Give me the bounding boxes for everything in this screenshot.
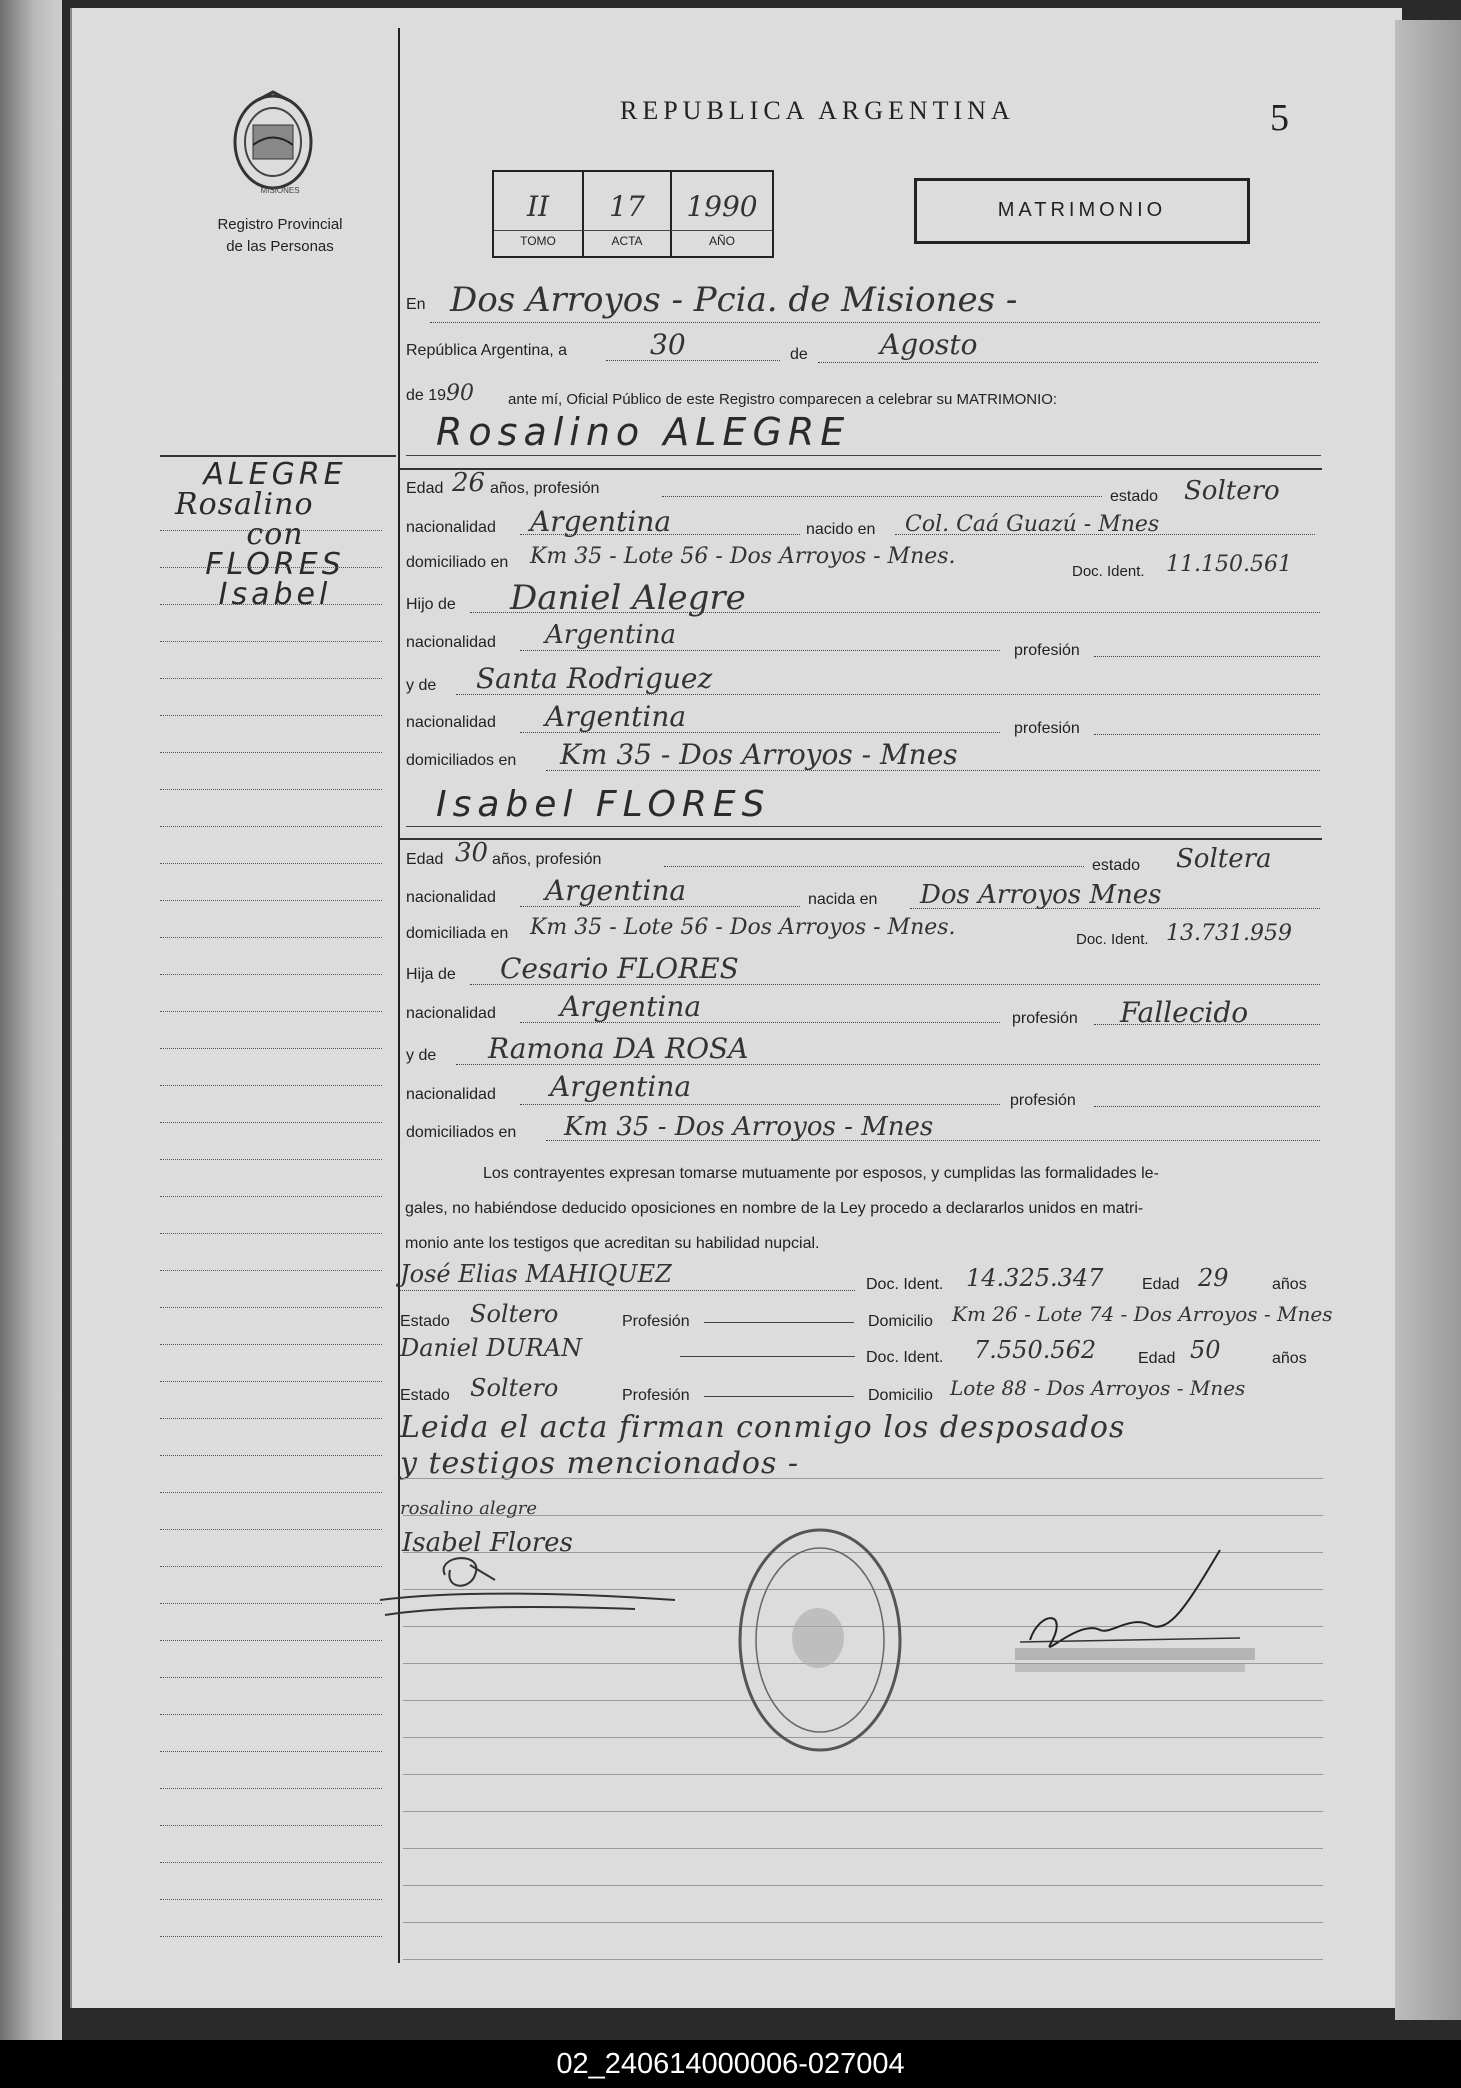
groom-mother-nac-label: nacionalidad xyxy=(406,714,496,731)
bride-nac-label: nacionalidad xyxy=(406,889,496,906)
groom-dom-label: domiciliado en xyxy=(406,554,509,571)
bride-hija-label: Hija de xyxy=(406,966,456,983)
acta-label: ACTA xyxy=(611,234,643,248)
margin-line4: FLORES xyxy=(205,547,345,582)
margin-ruled-line xyxy=(160,1418,382,1419)
witness1-anios-label: años xyxy=(1272,1276,1307,1293)
witness1-estado-value: Soltero xyxy=(470,1300,559,1328)
bride-doc-label: Doc. Ident. xyxy=(1076,931,1149,948)
margin-ruled-line xyxy=(160,567,382,568)
margin-ruled-line xyxy=(160,530,382,531)
witness2-domicilio-value: Lote 88 - Dos Arroyos - Mnes xyxy=(950,1376,1246,1400)
bride-parents-dom-value: Km 35 - Dos Arroyos - Mnes xyxy=(564,1112,934,1142)
registry-name-line1: Registro Provincial xyxy=(217,216,343,233)
de-label: de xyxy=(790,346,808,363)
body-ruled-line xyxy=(403,1885,1323,1886)
seal-text: MISIONES xyxy=(260,186,300,195)
margin-ruled-line xyxy=(160,1751,382,1752)
margin-ruled-line xyxy=(160,1603,382,1604)
closing-line2: y testigos mencionados - xyxy=(400,1446,800,1481)
margin-ruled-line xyxy=(160,1677,382,1678)
registry-seal-icon xyxy=(228,90,318,200)
margin-ruled-line xyxy=(160,715,382,716)
margin-ruled-line xyxy=(160,1825,382,1826)
declaration-line1: Los contrayentes expresan tomarse mutuamente por esposos, y cumplidas las formalidades le- xyxy=(483,1165,1159,1182)
book-edge xyxy=(1395,20,1461,2020)
witness1-doc-label: Doc. Ident. xyxy=(866,1276,944,1293)
groom-mother-nac-value: Argentina xyxy=(545,700,687,733)
body-ruled-line xyxy=(403,1922,1323,1923)
groom-profesion-label: años, profesión xyxy=(490,480,600,497)
declaration-paragraph xyxy=(405,1156,1320,1261)
declaration-line3: monio ante los testigos que acreditan su habilidad nupcial. xyxy=(405,1235,820,1252)
signature-bride: Isabel Flores xyxy=(402,1528,573,1558)
margin-line5: Isabel xyxy=(218,577,332,612)
groom-hijo-label: Hijo de xyxy=(406,596,456,613)
ano-label: AÑO xyxy=(708,234,735,248)
margin-ruled-line xyxy=(160,937,382,938)
groom-edad-label: Edad xyxy=(406,480,444,497)
groom-nacido-label: nacido en xyxy=(806,521,876,538)
witness2-domicilio-label: Domicilio xyxy=(868,1387,933,1404)
day-value: 30 xyxy=(650,328,686,361)
witness2-edad-label: Edad xyxy=(1138,1350,1176,1367)
book-binding xyxy=(0,0,62,2040)
declaration-line2: gales, no habiéndose deducido oposiciones en nombre de la Ley procedo a declararlos unidos en matri- xyxy=(405,1200,1144,1217)
margin-ruled-line xyxy=(160,678,382,679)
margin-note xyxy=(175,457,375,612)
margin-separator xyxy=(398,28,400,1963)
margin-ruled-line xyxy=(160,1936,382,1937)
act-type-box xyxy=(914,178,1250,244)
witness1-edad-value: 29 xyxy=(1198,1264,1229,1292)
margin-ruled-line xyxy=(160,1640,382,1641)
groom-father-nac-value: Argentina xyxy=(545,620,676,650)
margin-ruled-line xyxy=(160,1233,382,1234)
bride-parents-dom-label: domiciliados en xyxy=(406,1124,517,1141)
bride-father-prof-value: Fallecido xyxy=(1120,996,1249,1029)
groom-parents-dom-value: Km 35 - Dos Arroyos - Mnes xyxy=(560,738,958,771)
witness1-domicilio-label: Domicilio xyxy=(868,1313,933,1330)
bride-nac-value: Argentina xyxy=(545,874,687,907)
margin-ruled-line xyxy=(160,752,382,753)
groom-doc-value: 11.150.561 xyxy=(1166,552,1292,577)
groom-father-nac-label: nacionalidad xyxy=(406,634,496,651)
groom-father-prof-label: profesión xyxy=(1014,642,1080,659)
closing-line1: Leida el acta firman conmigo los desposados xyxy=(400,1410,1126,1445)
groom-father-name: Daniel Alegre xyxy=(510,578,746,618)
signature-groom: rosalino alegre xyxy=(400,1498,537,1519)
margin-ruled-line xyxy=(160,1899,382,1900)
margin-line3: con xyxy=(246,517,304,552)
body-ruled-line xyxy=(403,1959,1323,1960)
witness-signatures-scribble xyxy=(375,1545,695,1635)
official-signature xyxy=(1010,1530,1260,1680)
image-caption: 02_240614000006-027004 xyxy=(0,2040,1461,2088)
witness1-doc-value: 14.325.347 xyxy=(966,1264,1104,1292)
margin-line2: Rosalino xyxy=(175,487,314,522)
margin-ruled-line xyxy=(160,1122,382,1123)
groom-mother-prof-label: profesión xyxy=(1014,720,1080,737)
witness1-domicilio-value: Km 26 - Lote 74 - Dos Arroyos - Mnes xyxy=(952,1302,1333,1326)
groom-doc-label: Doc. Ident. xyxy=(1072,563,1145,580)
margin-ruled-line xyxy=(160,1344,382,1345)
bride-father-nac-value: Argentina xyxy=(560,990,702,1023)
margin-line1: ALEGRE xyxy=(203,457,347,492)
acta-value: 17 xyxy=(609,190,645,223)
place-value: Dos Arroyos - Pcia. de Misiones - xyxy=(450,280,1018,320)
bride-name: Isabel FLORES xyxy=(436,784,771,825)
witness2-anios-label: años xyxy=(1272,1350,1307,1367)
groom-parents-dom-label: domiciliados en xyxy=(406,752,517,769)
body-ruled-line xyxy=(403,1848,1323,1849)
bride-father-name: Cesario FLORES xyxy=(500,952,739,985)
bride-nacida-value: Dos Arroyos Mnes xyxy=(920,880,1162,910)
ano-value: 1990 xyxy=(686,190,758,223)
body-ruled-line xyxy=(403,1515,1323,1516)
bride-father-prof-label: profesión xyxy=(1012,1010,1078,1027)
month-value: Agosto xyxy=(880,328,978,361)
margin-ruled-line xyxy=(160,789,382,790)
year-prefix: de 19 xyxy=(406,387,447,404)
en-label: En xyxy=(406,296,426,313)
margin-ruled-line xyxy=(160,1862,382,1863)
body-ruled-line xyxy=(403,1478,1323,1479)
groom-nac-value: Argentina xyxy=(530,505,672,538)
witness1-edad-label: Edad xyxy=(1142,1276,1180,1293)
groom-mother-name: Santa Rodriguez xyxy=(476,662,713,695)
page-number: 5 xyxy=(1270,97,1289,139)
margin-ruled-line xyxy=(160,641,382,642)
bride-yde-label: y de xyxy=(406,1047,437,1064)
bride-edad-value: 30 xyxy=(455,838,489,868)
margin-ruled-line xyxy=(160,1566,382,1567)
year-value: 90 xyxy=(446,381,475,406)
groom-name: Rosalino ALEGRE xyxy=(436,410,851,454)
margin-ruled-line xyxy=(160,1196,382,1197)
margin-ruled-line xyxy=(160,1455,382,1456)
groom-yde-label: y de xyxy=(406,677,437,694)
witness2-doc-value: 7.550.562 xyxy=(974,1336,1097,1364)
witness2-profesion-label: Profesión xyxy=(622,1387,690,1404)
bride-estado-label: estado xyxy=(1092,857,1141,874)
tomo-value: II xyxy=(526,190,550,223)
groom-dom-value: Km 35 - Lote 56 - Dos Arroyos - Mnes. xyxy=(530,544,956,569)
bride-profesion-label: años, profesión xyxy=(492,851,602,868)
margin-ruled-line xyxy=(160,1159,382,1160)
body-ruled-line xyxy=(403,1774,1323,1775)
margin-ruled-line xyxy=(160,604,382,605)
registry-name-line2: de las Personas xyxy=(226,238,334,255)
bride-nacida-label: nacida en xyxy=(808,891,878,908)
witness2-estado-value: Soltero xyxy=(470,1374,559,1402)
margin-ruled-line xyxy=(160,1048,382,1049)
act-type: MATRIMONIO xyxy=(997,199,1167,221)
tomo-label: TOMO xyxy=(520,234,556,248)
groom-estado-value: Soltero xyxy=(1184,476,1280,506)
margin-ruled-line xyxy=(160,1307,382,1308)
margin-ruled-line xyxy=(160,1381,382,1382)
body-ruled-line xyxy=(403,1811,1323,1812)
republica-label: República Argentina, a xyxy=(406,342,567,359)
witness2-name: Daniel DURAN xyxy=(400,1334,583,1362)
margin-ruled-line xyxy=(160,900,382,901)
bride-doc-value: 13.731.959 xyxy=(1166,921,1292,946)
witness1-name: José Elias MAHIQUEZ xyxy=(400,1260,672,1288)
witness2-doc-label: Doc. Ident. xyxy=(866,1349,944,1366)
intro-text: ante mí, Oficial Público de este Registro comparecen a celebrar su MATRIMONIO: xyxy=(508,391,1058,408)
bride-mother-prof-label: profesión xyxy=(1010,1092,1076,1109)
groom-estado-label: estado xyxy=(1110,488,1159,505)
margin-ruled-line xyxy=(160,826,382,827)
bride-mother-nac-label: nacionalidad xyxy=(406,1086,496,1103)
witness1-estado-label: Estado xyxy=(400,1313,450,1330)
margin-ruled-line xyxy=(160,1011,382,1012)
bride-dom-label: domiciliada en xyxy=(406,925,509,942)
country-title: REPUBLICA ARGENTINA xyxy=(620,96,1015,125)
margin-ruled-line xyxy=(160,1085,382,1086)
witness1-profesion-label: Profesión xyxy=(622,1313,690,1330)
margin-ruled-line xyxy=(160,863,382,864)
groom-nacido-value: Col. Caá Guazú - Mnes xyxy=(905,512,1160,537)
official-stamp xyxy=(730,1520,910,1760)
margin-ruled-line xyxy=(160,1529,382,1530)
bride-mother-name: Ramona DA ROSA xyxy=(488,1032,749,1065)
margin-ruled-line xyxy=(160,974,382,975)
bride-estado-value: Soltera xyxy=(1176,844,1272,874)
witness2-edad-value: 50 xyxy=(1190,1336,1221,1364)
margin-ruled-line xyxy=(160,1788,382,1789)
bride-father-nac-label: nacionalidad xyxy=(406,1005,496,1022)
bride-edad-label: Edad xyxy=(406,851,444,868)
margin-ruled-line xyxy=(160,1492,382,1493)
book-reference-box xyxy=(492,170,774,258)
bride-dom-value: Km 35 - Lote 56 - Dos Arroyos - Mnes. xyxy=(530,915,956,940)
margin-ruled-line xyxy=(160,1270,382,1271)
margin-ruled-line xyxy=(160,1714,382,1715)
bride-mother-nac-value: Argentina xyxy=(550,1070,692,1103)
groom-nac-label: nacionalidad xyxy=(406,519,496,536)
groom-edad-value: 26 xyxy=(452,468,486,498)
witness2-estado-label: Estado xyxy=(400,1387,450,1404)
